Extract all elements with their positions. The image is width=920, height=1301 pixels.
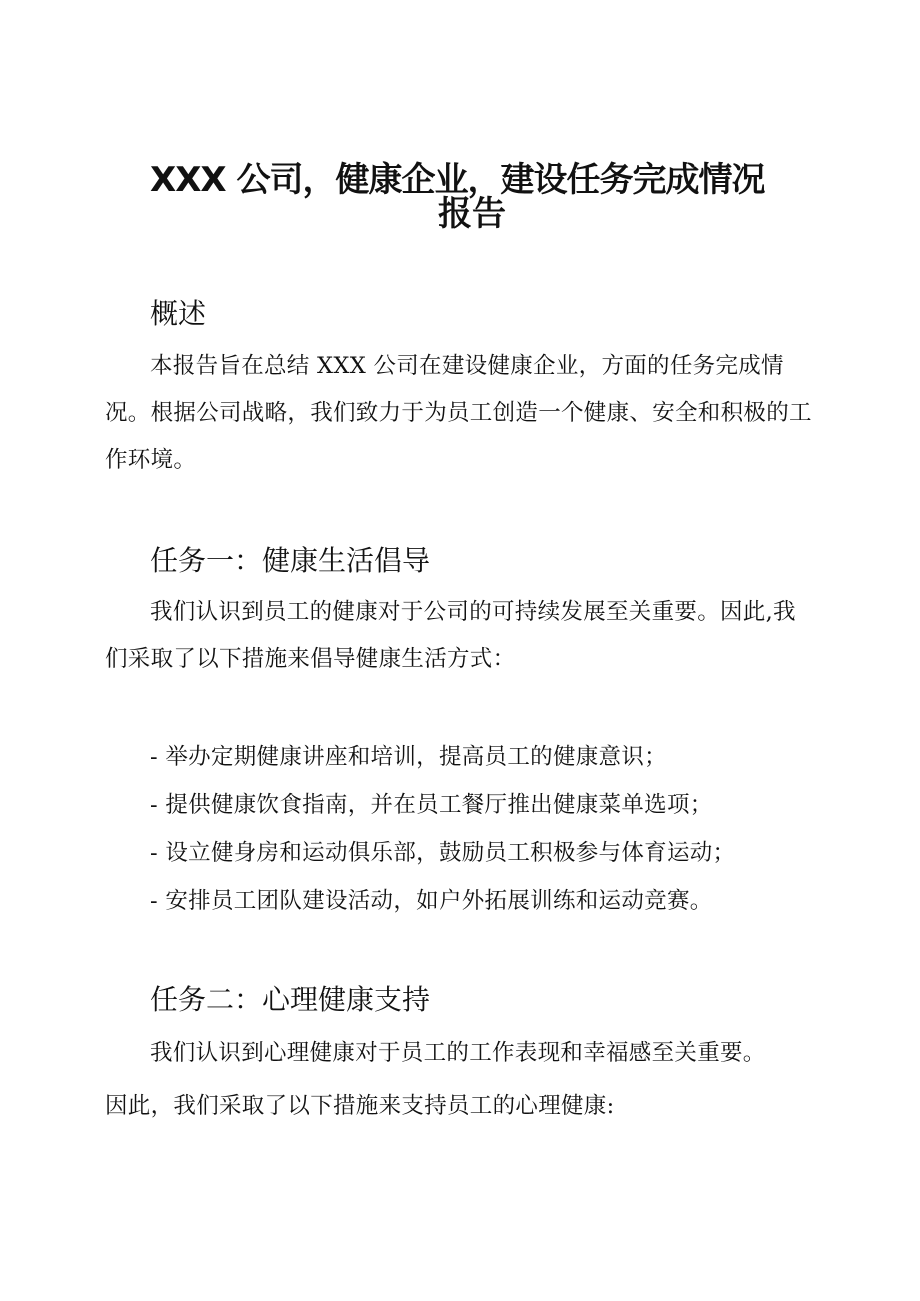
list-item: - 设立健身房和运动俱乐部，鼓励员工积极参与体育运动； [150, 840, 736, 866]
list-item: - 举办定期健康讲座和培训，提高员工的健康意识； [150, 744, 667, 770]
list-item: - 提供健康饮食指南，并在员工餐厅推出健康菜单选项； [150, 792, 713, 818]
document-title-line-1: XXX 公司，健康企业，建设任务完成情况 [150, 160, 765, 200]
section-heading-task-two: 任务二：心理健康支持 [150, 983, 431, 1016]
section-heading-task-one: 任务一：健康生活倡导 [150, 544, 431, 577]
overview-paragraph: 本报告旨在总结 XXX 公司在建设健康企业，方面的任务完成情况。根据公司战略，我们致力于为员工创造一个健康、安全和积极的工作环境。 [105, 353, 812, 473]
task-one-measures-list [150, 733, 735, 925]
document-title [150, 160, 810, 234]
task-two-paragraph-line-2: 因此，我们采取了以下措施来支持员工的心理健康: [105, 1093, 615, 1119]
section-heading-overview: 概述 [150, 297, 207, 330]
list-item: - 安排员工团队建设活动，如户外拓展训练和运动竞赛。 [150, 888, 713, 914]
task-two-paragraph-line-1: 我们认识到心理健康对于员工的工作表现和幸福感至关重要。 [150, 1040, 766, 1066]
task-one-paragraph: 我们认识到员工的健康对于公司的可持续发展至关重要。因此,我们采取了以下措施来倡导健康生活方式： [105, 599, 796, 672]
document-title-line-2: 报告 [438, 194, 506, 234]
